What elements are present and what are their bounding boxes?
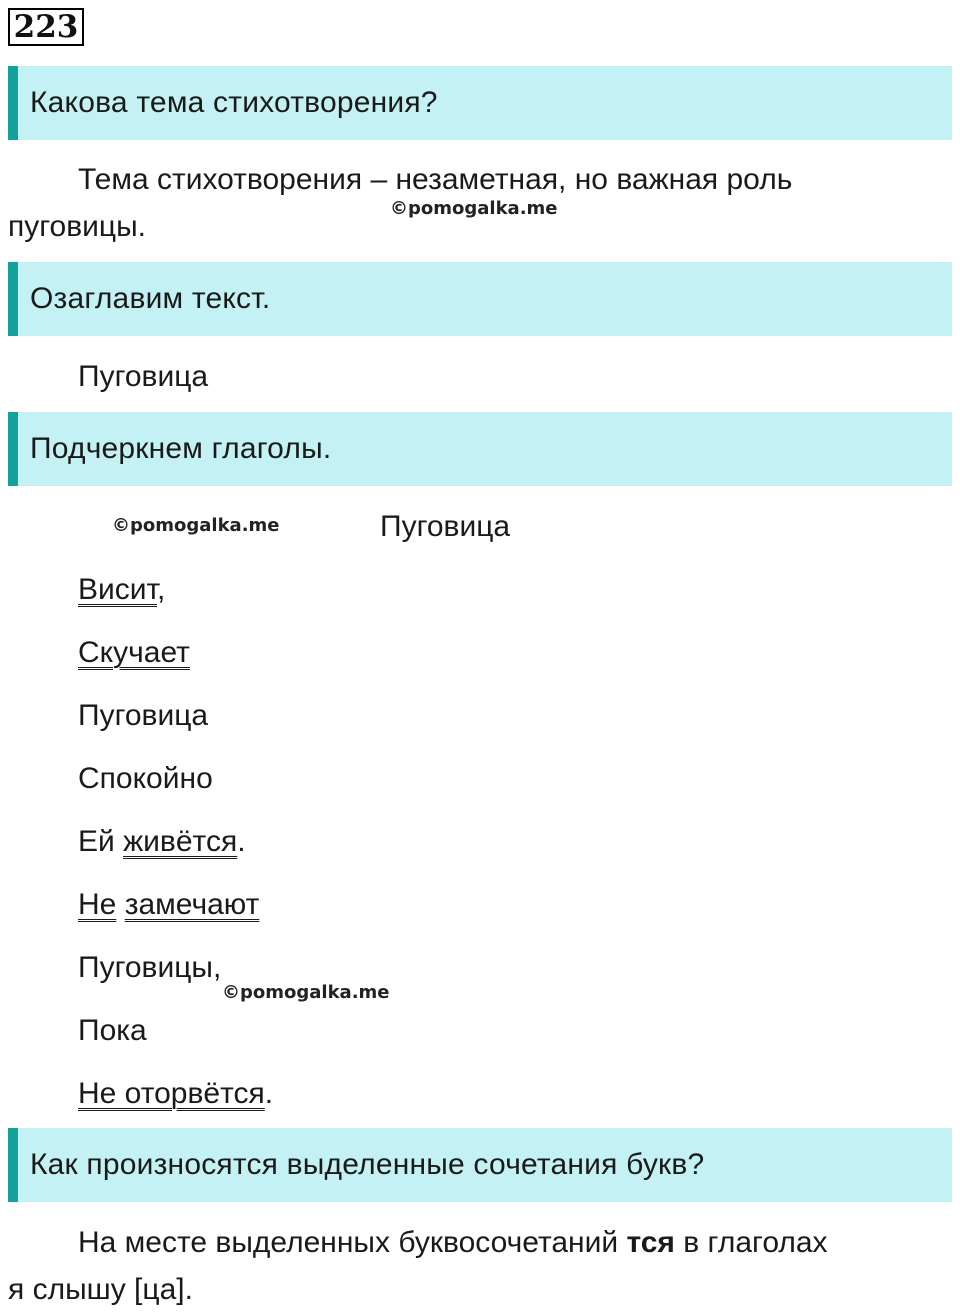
- answer-pronunciation-line1: На месте выделенных буквосочетаний тся в глаголах: [78, 1226, 828, 1259]
- watermark: ©pomogalka.me: [390, 198, 558, 219]
- question-text: Озаглавим текст.: [30, 282, 271, 315]
- poem-line: Пуговица: [78, 699, 209, 732]
- question-text: Какова тема стихотворения?: [30, 86, 438, 119]
- watermark: ©pomogalka.me: [112, 515, 280, 536]
- poem-line: Висит,: [78, 573, 166, 606]
- answer-theme-line2: пуговицы.: [8, 210, 146, 243]
- poem-title: Пуговица: [380, 510, 511, 543]
- question-text: Подчеркнем глаголы.: [30, 432, 332, 465]
- answer-pronunciation-line2: я слышу [ца].: [8, 1273, 193, 1306]
- question-bar-theme: [8, 66, 952, 140]
- poem-line: Спокойно: [78, 762, 213, 795]
- poem-line: [78, 629, 190, 676]
- question-text: Как произносятся выделенные сочетания букв?: [30, 1148, 705, 1181]
- task-number: 223: [8, 8, 84, 46]
- highlighted-letters: тся: [626, 1226, 675, 1259]
- question-bar-verbs: [8, 412, 952, 486]
- question-bar-pronunciation: [8, 1128, 952, 1202]
- verb-underlined: замечают: [124, 888, 260, 921]
- verb-underlined: Висит: [78, 573, 157, 606]
- verb-underlined: Не оторвётся: [78, 1077, 265, 1110]
- verb-underlined: живётся: [123, 825, 238, 858]
- poem-line: Ей живётся.: [78, 825, 246, 858]
- answer-theme-line1: Тема стихотворения – незаметная, но важная роль: [78, 163, 793, 196]
- poem-line: Не оторвётся.: [78, 1077, 274, 1110]
- poem-line: Пока: [78, 1014, 147, 1047]
- watermark: ©pomogalka.me: [222, 982, 390, 1003]
- answer-title: Пуговица: [78, 360, 209, 393]
- poem-line: [78, 881, 259, 928]
- poem-line: Пуговицы,: [78, 951, 222, 984]
- verb-underlined: Скучает: [78, 636, 190, 669]
- question-bar-title: [8, 262, 952, 336]
- verb-underlined: Не: [78, 888, 117, 921]
